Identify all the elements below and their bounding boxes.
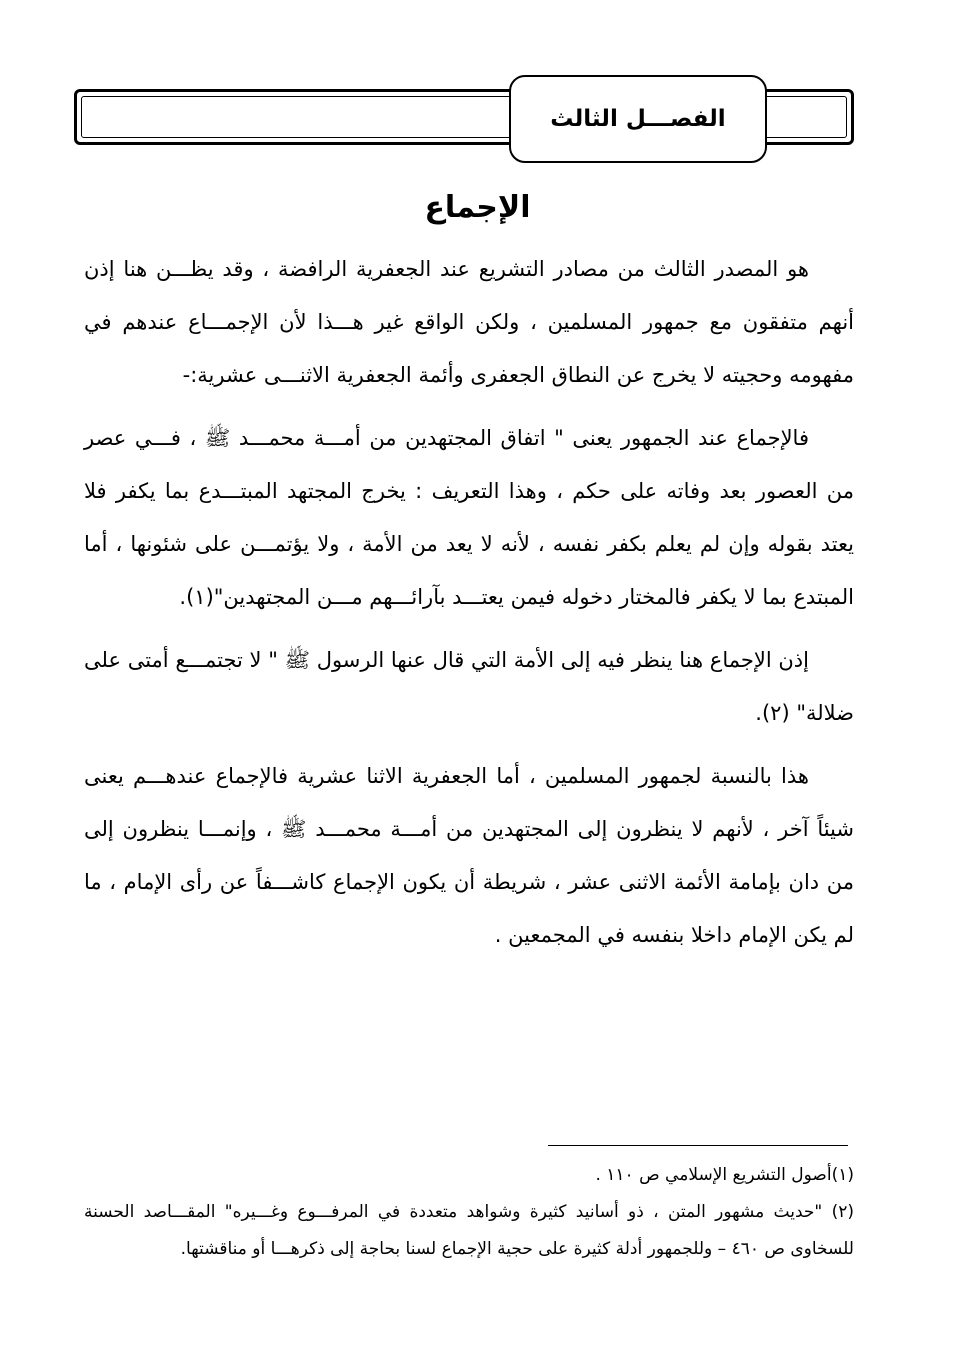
paragraph: هذا بالنسبة لجمهور المسلمين ، أما الجعفرية الاثنا عشرية فالإجماع عندهـــم يعنى شيئاً آخر ، لأنهم لا ينظرون إلى المجتهدين من أمـــة محمـــد ﷺ ، وإنمـــا ينظرون إلى من دان بإمامة الأئمة الاثنى عشر ، شريطة أن يكون الإجماع كاشـــفاً عن رأى الإمام ، ما لم يكن الإمام داخلا بنفسه في المجمعين .: [84, 764, 854, 947]
footnote: (١)أصول التشريع الإسلامي ص ١١٠ .: [595, 1165, 854, 1185]
body-text: [84, 243, 854, 972]
footnotes: [84, 1157, 854, 1268]
section-title: الإجماع: [424, 190, 531, 225]
paragraph: هو المصدر الثالث من مصادر التشريع عند الجعفرية الرافضة ، وقد يظـــن هنا إذن أنهم متفقون مع جمهور المسلمين ، ولكن الواقع غير هـــذا لأن الإجمـــاع عندهم في مفهومه وحجيته لا يخرج عن النطاق الجعفرى وأئمة الجعفرية الاثنـــى عشرية:-: [84, 257, 854, 387]
chapter-label-box: [509, 75, 767, 163]
footnote: (٢) "حديث مشهور المتن ، ذو أسانيد كثيرة وشواهد متعددة في المرفـــوع وغـــيره" المقـــاصد الحسنة للسخاوى ص ٤٦٠ – وللجمهور أدلة كثيرة على حجية الإجماع لسنا بحاجة إلى ذكرهـــا أو مناقشتها.: [84, 1202, 854, 1259]
paragraph: إذن الإجماع هنا ينظر فيه إلى الأمة التي قال عنها الرسول ﷺ " لا تجتمـــع أمتى على ضلالة" (٢).: [84, 648, 854, 725]
footnote-divider: [548, 1145, 848, 1146]
chapter-title: الفصـــل الثالث: [550, 106, 726, 132]
paragraph: فالإجماع عند الجمهور يعنى " اتفاق المجتهدين من أمـــة محمـــد ﷺ ، فـــي عصر من العصور بعد وفاته على حكم ، وهذا التعريف : يخرج المجتهد المبتـــدع بما يكفر فلا يعتد بقوله وإن لم يعلم بكفر نفسه ، لأنه لا يعد من الأمة ، ولا يؤتمـــن على شئونها ، أما المبتدع بما لا يكفر فالمختار دخوله فيمن يعتـــد بآرائـــهم مـــن المجتهدين"(١).: [84, 426, 854, 609]
